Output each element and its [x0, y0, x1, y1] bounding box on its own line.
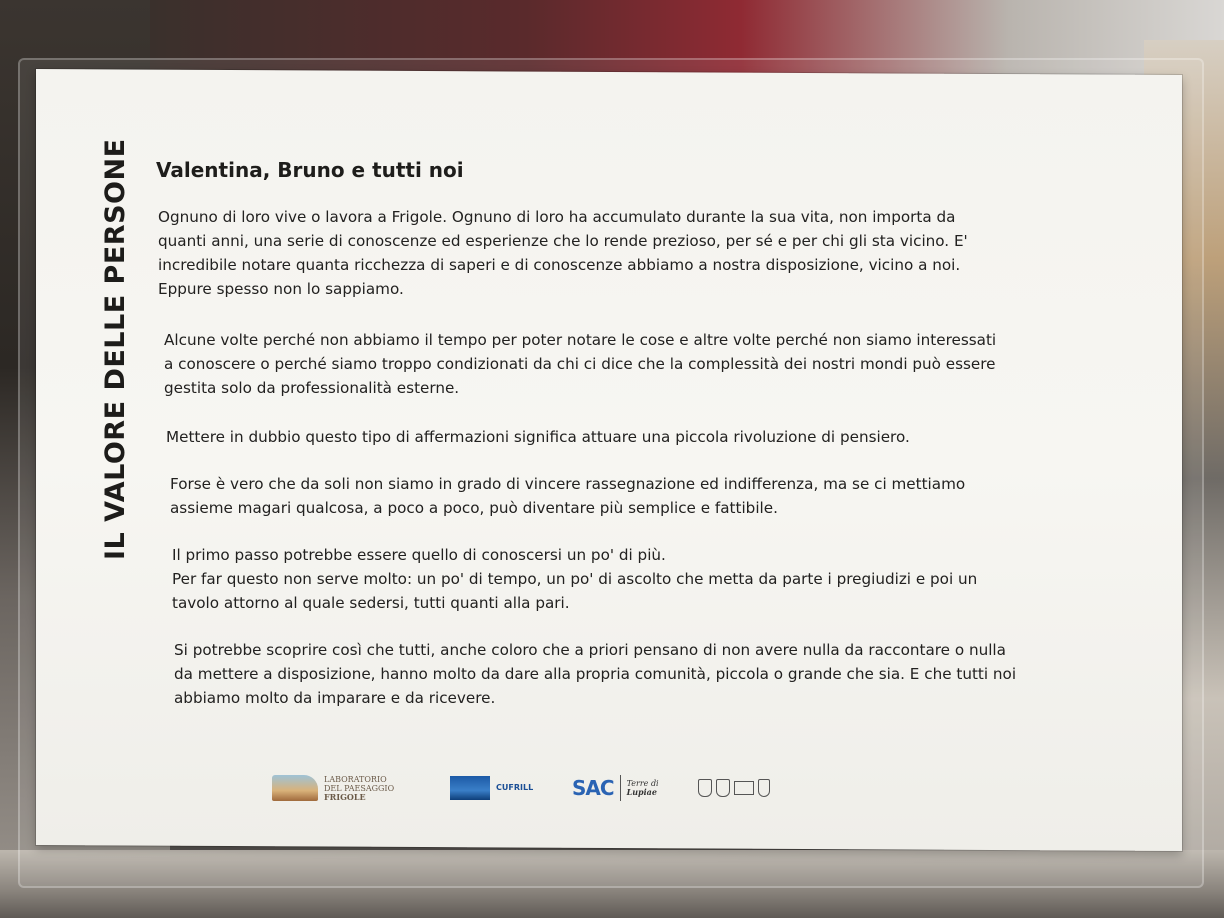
text-line: gestita solo da professionalità esterne. [164, 379, 460, 397]
text-line: Eppure spesso non lo sappiamo. [158, 280, 404, 298]
sign-heading: Valentina, Bruno e tutti noi [156, 158, 464, 182]
paragraph-4 [170, 472, 1130, 520]
information-sign [36, 69, 1182, 851]
text-line: Ognuno di loro vive o lavora a Frigole. Ognuno di loro ha accumulato durante la sua vita, non importa da [158, 208, 956, 226]
text-line: abbiamo molto da imparare e da ricevere. [174, 689, 496, 707]
logo-text: FRIGOLE [324, 791, 366, 802]
paragraph-5 [172, 543, 1132, 615]
text-line: Si potrebbe scoprire così che tutti, anche coloro che a priori pensano di non avere nulla da raccontare o nulla [174, 641, 1006, 659]
crest-icon [716, 779, 730, 797]
paragraph-6 [174, 638, 1134, 710]
text-line: Il primo passo potrebbe essere quello di conoscersi un po' di più. [172, 546, 666, 564]
text-line: incredibile notare quanta ricchezza di saperi e di conoscenze abbiamo a nostra disposizione, vicino a noi. [158, 256, 961, 274]
logo-text: Terre di [626, 779, 659, 788]
crest-icon [758, 779, 770, 797]
text-line: da mettere a disposizione, hanno molto da dare alla propria comunità, piccola o grande che sia. E che tutti noi [174, 665, 1017, 683]
paragraph-3 [166, 425, 1126, 449]
logo-text: DEL PAESAGGIO [324, 783, 395, 793]
logo-text: SAC [572, 776, 614, 800]
text-line: a conoscere o perché siamo troppo condizionati da chi ci dice che la complessità dei nostri mondi può essere [164, 355, 996, 373]
text-line: quanti anni, una serie di conoscenze ed esperienze che lo rende prezioso, per sé e per chi gli sta vicino. E' [158, 232, 968, 250]
landscape-icon [272, 775, 318, 801]
text-line: Mettere in dubbio questo tipo di affermazioni significa attuare una piccola rivoluzione di pensiero. [166, 428, 910, 446]
logo-sac [572, 770, 659, 806]
logo-institutions [698, 770, 770, 806]
logo-laboratorio-paesaggio [272, 770, 394, 806]
logo-divider [620, 775, 621, 801]
eu-flag-icon [734, 781, 754, 795]
cufrill-icon [450, 776, 490, 800]
paragraph-1 [158, 205, 1118, 301]
paragraph-2 [164, 328, 1124, 400]
logo-text: CUFRILL [496, 783, 534, 792]
text-line: tavolo attorno al quale sedersi, tutti quanti alla pari. [172, 594, 570, 612]
logo-cufrill [450, 770, 533, 806]
crest-icon [698, 779, 712, 797]
text-line: Per far questo non serve molto: un po' di tempo, un po' di ascolto che metta da parte i pregiudizi e poi un [172, 570, 978, 588]
text-line: Forse è vero che da soli non siamo in grado di vincere rassegnazione ed indifferenza, ma se ci mettiamo [170, 475, 966, 493]
text-line: assieme magari qualcosa, a poco a poco, può diventare più semplice e fattibile. [170, 499, 778, 517]
vertical-title: IL VALORE DELLE PERSONE [100, 138, 131, 560]
logo-text: Lupiae [626, 787, 657, 797]
logo-text: LABORATORIO [324, 774, 387, 784]
text-line: Alcune volte perché non abbiamo il tempo per poter notare le cose e altre volte perché non siamo interessati [164, 331, 997, 349]
